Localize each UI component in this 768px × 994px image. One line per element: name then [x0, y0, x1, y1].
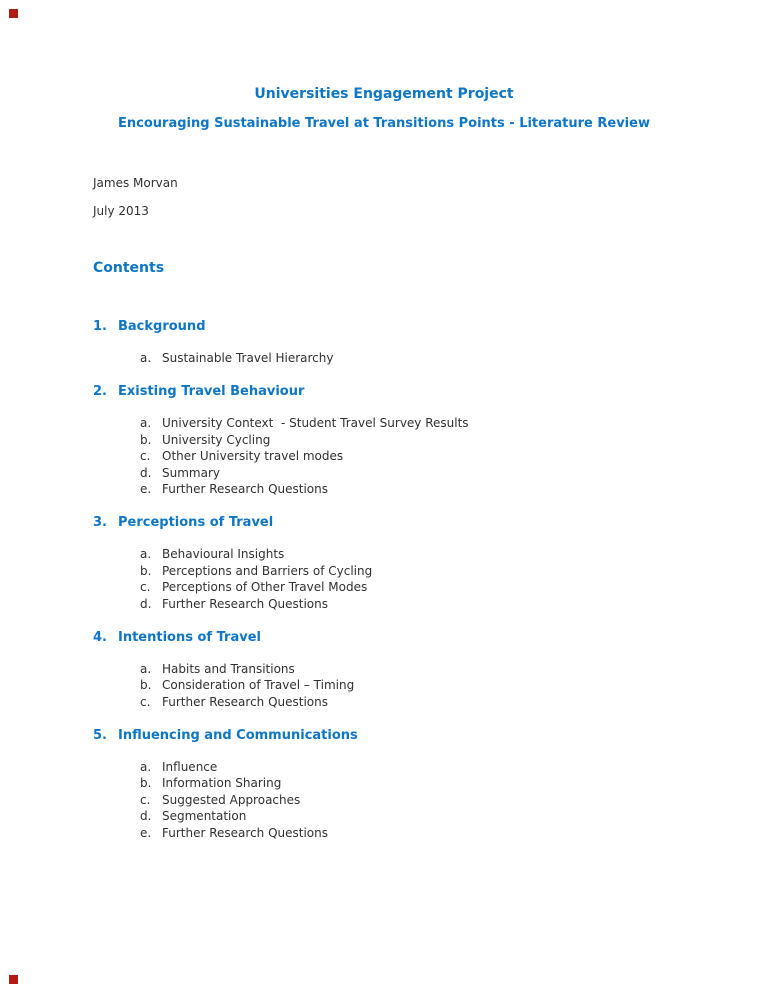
toc-sub-item	[140, 563, 768, 580]
sub-item-label: Further Research Questions	[162, 482, 329, 496]
sub-item-label: Perceptions and Barriers of Cycling	[162, 563, 373, 578]
sub-item-letter: d.	[140, 465, 152, 480]
section-heading	[93, 383, 768, 400]
toc-sub-item	[140, 596, 768, 613]
toc-sub-item	[140, 775, 768, 792]
contents-heading: Contents	[93, 260, 165, 276]
toc-sub-item	[140, 694, 768, 711]
section-sub-list	[140, 661, 768, 711]
sub-item-letter: e.	[140, 482, 152, 496]
toc-sub-item	[140, 465, 768, 482]
toc-section	[0, 629, 768, 711]
sub-item-label: Influence	[162, 759, 218, 774]
table-of-contents	[0, 318, 768, 841]
toc-section	[0, 383, 768, 498]
section-sub-list	[140, 546, 768, 612]
sub-item-letter: a.	[140, 661, 152, 676]
sub-item-letter: e.	[140, 825, 152, 840]
section-heading	[93, 318, 768, 335]
author-name: James Morvan	[93, 176, 178, 190]
toc-sub-item	[140, 825, 768, 842]
section-heading	[93, 514, 768, 531]
sub-item-label: Sustainable Travel Hierarchy	[162, 351, 334, 365]
sub-item-label: Perceptions of Other Travel Modes	[162, 580, 368, 594]
sub-item-letter: d.	[140, 596, 152, 611]
sub-item-letter: d.	[140, 809, 152, 823]
sub-item-label: Further Research Questions	[162, 694, 329, 709]
toc-sub-item	[140, 792, 768, 809]
section-number: 5.	[93, 727, 107, 743]
sub-item-letter: a.	[140, 351, 152, 365]
section-sub-list	[140, 350, 768, 367]
section-title-label: Influencing and Communications	[118, 727, 358, 743]
section-number: 2.	[93, 384, 107, 399]
document-subtitle: Encouraging Sustainable Travel at Transitions Points - Literature Review	[118, 116, 650, 131]
toc-sub-item	[140, 432, 768, 449]
toc-sub-item	[140, 546, 768, 563]
sub-item-letter: a.	[140, 759, 152, 774]
sub-item-label: University Context - Student Travel Survey Results	[162, 416, 469, 430]
section-number: 4.	[93, 629, 107, 645]
toc-sub-item	[140, 759, 768, 776]
sub-item-letter: a.	[140, 547, 152, 561]
sub-item-label: Other University travel modes	[162, 449, 344, 463]
toc-sub-item	[140, 579, 768, 596]
sub-item-label: Behavioural Insights	[162, 547, 285, 561]
sub-item-label: Summary	[162, 465, 220, 480]
sub-item-label: Consideration of Travel – Timing	[162, 678, 355, 692]
page-corner-mark-bottom	[9, 975, 18, 984]
toc-sub-item	[140, 677, 768, 694]
sub-item-label: Information Sharing	[162, 776, 282, 790]
sub-item-letter: b.	[140, 678, 152, 692]
sub-item-letter: c.	[140, 449, 151, 463]
sub-item-label: Habits and Transitions	[162, 661, 295, 676]
sub-item-letter: a.	[140, 416, 152, 430]
section-title-label: Background	[118, 319, 206, 334]
sub-item-letter: c.	[140, 694, 151, 709]
toc-section	[0, 514, 768, 612]
toc-sub-item	[140, 415, 768, 432]
section-title-label: Perceptions of Travel	[118, 515, 274, 530]
toc-sub-item	[140, 661, 768, 678]
sub-item-letter: b.	[140, 432, 152, 447]
sub-item-letter: b.	[140, 776, 152, 790]
sub-item-label: University Cycling	[162, 432, 271, 447]
sub-item-letter: c.	[140, 580, 151, 594]
section-title-label: Existing Travel Behaviour	[118, 384, 305, 399]
section-sub-list	[140, 759, 768, 842]
sub-item-label: Segmentation	[162, 809, 247, 823]
toc-sub-item	[140, 481, 768, 498]
toc-sub-item	[140, 350, 768, 367]
section-number: 3.	[93, 515, 107, 530]
sub-item-letter: b.	[140, 563, 152, 578]
toc-section	[0, 727, 768, 842]
toc-section	[0, 318, 768, 367]
toc-sub-item	[140, 808, 768, 825]
sub-item-label: Further Research Questions	[162, 596, 329, 611]
section-sub-list	[140, 415, 768, 498]
document-title: Universities Engagement Project	[254, 86, 514, 102]
sub-item-label: Further Research Questions	[162, 825, 329, 840]
document-date: July 2013	[93, 204, 149, 218]
section-heading	[93, 629, 768, 646]
section-number: 1.	[93, 319, 107, 334]
sub-item-letter: c.	[140, 792, 151, 807]
section-heading	[93, 727, 768, 744]
page-corner-mark-top	[9, 9, 18, 18]
section-title-label: Intentions of Travel	[118, 629, 261, 645]
toc-sub-item	[140, 448, 768, 465]
sub-item-label: Suggested Approaches	[162, 792, 301, 807]
